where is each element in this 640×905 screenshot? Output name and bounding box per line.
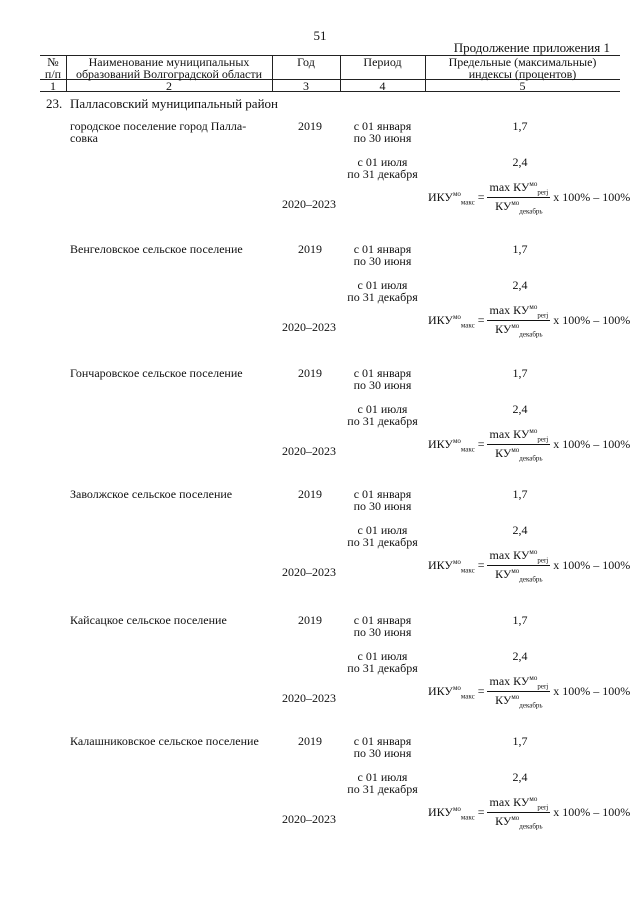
- settlement-period-second-half: [340, 279, 425, 303]
- formula-lhs: $ИКУ^{мо}_{макс}$: [428, 557, 475, 575]
- header-col2-line2: образований Волгоградской области: [75, 67, 263, 81]
- settlement-year-range: 2020–2023: [282, 691, 336, 705]
- formula-lhs: $ИКУ^{мо}_{макс}$: [428, 804, 475, 822]
- settlement-period-first-half: [340, 614, 425, 638]
- column-number-2: 2: [166, 79, 172, 93]
- settlement-year-2019: 2019: [298, 242, 322, 256]
- period-first-half-line2: по 30 июня: [353, 499, 412, 513]
- formula-denominator: $КУ^{мо}_{декабрь}$: [495, 446, 543, 463]
- column-number-3: 3: [303, 79, 309, 93]
- period-second-half-line1: с 01 июля: [357, 402, 408, 416]
- period-first-half-line1: с 01 января: [353, 366, 412, 380]
- formula-tail: х 100% – 100%: [553, 805, 631, 820]
- settlement-index-first-half: 1,7: [512, 487, 528, 501]
- formula-fraction: [487, 303, 550, 339]
- settlement-name-line1: Венгеловское сельское поселение: [70, 242, 243, 256]
- formula-numerator: $\max КУ^{мо}_{perj}$: [489, 180, 549, 197]
- settlement-name: [70, 243, 270, 255]
- settlement-year-range: 2020–2023: [282, 444, 336, 458]
- formula-equals: =: [474, 437, 485, 452]
- index-formula: [428, 674, 630, 710]
- settlement-period-first-half: [340, 735, 425, 759]
- formula-equals: =: [474, 190, 485, 205]
- formula-lhs: $ИКУ^{мо}_{макс}$: [428, 312, 475, 330]
- settlement-year-2019: 2019: [298, 366, 322, 380]
- settlement-name-line1: Кайсацкое сельское поселение: [70, 613, 227, 627]
- formula-numerator: $\max КУ^{мо}_{perj}$: [489, 427, 549, 444]
- formula-numerator: $\max КУ^{мо}_{perj}$: [489, 674, 549, 691]
- formula-lhs: $ИКУ^{мо}_{макс}$: [428, 436, 475, 454]
- page-number: 51: [313, 28, 327, 43]
- column-number-5: 5: [519, 79, 526, 93]
- period-first-half-line1: с 01 января: [353, 242, 412, 256]
- header-col2-line1: Наименование муниципальных: [88, 55, 250, 69]
- settlement-period-second-half: [340, 156, 425, 180]
- formula-numerator: $\max КУ^{мо}_{perj}$: [489, 795, 549, 812]
- period-second-half-line1: с 01 июля: [357, 155, 408, 169]
- index-formula: [428, 303, 630, 339]
- index-formula: [428, 795, 630, 831]
- period-first-half-line1: с 01 января: [353, 613, 412, 627]
- settlement-name-line2: совка: [70, 131, 98, 145]
- period-first-half-line2: по 30 июня: [353, 746, 412, 760]
- formula-equals: =: [474, 313, 485, 328]
- settlement-period-first-half: [340, 120, 425, 144]
- formula-lhs: $ИКУ^{мо}_{макс}$: [428, 683, 475, 701]
- header-col5-line2: индексы (процентов): [468, 67, 577, 81]
- settlement-name: [70, 367, 270, 379]
- header-col-period: Период: [363, 55, 402, 69]
- settlement-index-first-half: 1,7: [512, 242, 528, 256]
- settlement-index-first-half: 1,7: [512, 613, 528, 627]
- header-col-number: [40, 56, 66, 80]
- period-second-half-line2: по 31 декабря: [347, 782, 418, 796]
- formula-equals: =: [474, 558, 485, 573]
- header-col1-line2: п/п: [44, 67, 62, 81]
- period-first-half-line1: с 01 января: [353, 487, 412, 501]
- settlement-name-line1: Калашниковское сельское поселение: [70, 734, 259, 748]
- period-second-half-line1: с 01 июля: [357, 523, 408, 537]
- formula-denominator: $КУ^{мо}_{декабрь}$: [495, 567, 543, 584]
- settlement-index-second-half: 2,4: [512, 278, 528, 292]
- settlement-period-first-half: [340, 367, 425, 391]
- settlement-period-second-half: [340, 650, 425, 674]
- settlement-period-first-half: [340, 488, 425, 512]
- settlement-year-range: 2020–2023: [282, 565, 336, 579]
- formula-fraction: [487, 795, 550, 831]
- header-col-year: Год: [297, 55, 315, 69]
- settlement-period-second-half: [340, 771, 425, 795]
- formula-denominator: $КУ^{мо}_{декабрь}$: [495, 693, 543, 710]
- settlement-name-line1: Гончаровское сельское поселение: [70, 366, 243, 380]
- header-col-name: [66, 56, 272, 80]
- settlement-year-range: 2020–2023: [282, 812, 336, 826]
- settlement-index-second-half: 2,4: [512, 523, 528, 537]
- formula-tail: х 100% – 100%: [553, 190, 631, 205]
- settlement-index-first-half: 1,7: [512, 734, 528, 748]
- district-number: 23.: [46, 96, 63, 111]
- formula-equals: =: [474, 684, 485, 699]
- formula-numerator: $\max КУ^{мо}_{perj}$: [489, 303, 549, 320]
- settlement-name: [70, 614, 270, 626]
- period-second-half-line2: по 31 декабря: [347, 167, 418, 181]
- settlement-index-first-half: 1,7: [512, 119, 528, 133]
- settlement-index-first-half: 1,7: [512, 366, 528, 380]
- period-second-half-line2: по 31 декабря: [347, 414, 418, 428]
- settlement-year-2019: 2019: [298, 119, 322, 133]
- formula-fraction: [487, 427, 550, 463]
- period-second-half-line1: с 01 июля: [357, 278, 408, 292]
- settlement-index-second-half: 2,4: [512, 770, 528, 784]
- settlement-year-2019: 2019: [298, 734, 322, 748]
- formula-denominator: $КУ^{мо}_{декабрь}$: [495, 814, 543, 831]
- settlement-period-second-half: [340, 524, 425, 548]
- settlement-year-range: 2020–2023: [282, 320, 336, 334]
- period-first-half-line2: по 30 июня: [353, 625, 412, 639]
- period-second-half-line1: с 01 июля: [357, 649, 408, 663]
- index-formula: [428, 180, 630, 216]
- formula-fraction: [487, 180, 550, 216]
- period-second-half-line2: по 31 декабря: [347, 661, 418, 675]
- header-col5-line1: Предельные (максимальные): [448, 55, 597, 69]
- settlement-year-2019: 2019: [298, 487, 322, 501]
- formula-fraction: [487, 674, 550, 710]
- settlement-index-second-half: 2,4: [512, 155, 528, 169]
- period-first-half-line2: по 30 июня: [353, 254, 412, 268]
- header-col1-line1: №: [47, 55, 59, 69]
- formula-tail: х 100% – 100%: [553, 684, 631, 699]
- settlement-index-second-half: 2,4: [512, 402, 528, 416]
- period-first-half-line1: с 01 января: [353, 734, 412, 748]
- settlement-period-second-half: [340, 403, 425, 427]
- settlement-year-range: 2020–2023: [282, 197, 336, 211]
- settlement-name: [70, 120, 270, 144]
- index-formula: [428, 548, 630, 584]
- formula-tail: х 100% – 100%: [553, 313, 631, 328]
- period-first-half-line1: с 01 января: [353, 119, 412, 133]
- period-first-half-line2: по 30 июня: [353, 378, 412, 392]
- formula-equals: =: [474, 805, 485, 820]
- settlement-name-line1: Заволжское сельское поселение: [70, 487, 233, 501]
- formula-denominator: $КУ^{мо}_{декабрь}$: [495, 199, 543, 216]
- formula-tail: х 100% – 100%: [553, 558, 631, 573]
- formula-lhs: $ИКУ^{мо}_{макс}$: [428, 189, 475, 207]
- formula-denominator: $КУ^{мо}_{декабрь}$: [495, 322, 543, 339]
- formula-fraction: [487, 548, 550, 584]
- formula-tail: х 100% – 100%: [553, 437, 631, 452]
- settlement-name: [70, 735, 270, 747]
- settlement-index-second-half: 2,4: [512, 649, 528, 663]
- continuation-note: Продолжение приложения 1: [453, 40, 610, 55]
- period-second-half-line1: с 01 июля: [357, 770, 408, 784]
- index-formula: [428, 427, 630, 463]
- header-col-index: [425, 56, 620, 80]
- settlement-name: [70, 488, 270, 500]
- column-number-1: 1: [50, 79, 56, 93]
- settlement-name-line1: городское поселение город Палла-: [70, 119, 247, 133]
- period-first-half-line2: по 30 июня: [353, 131, 412, 145]
- settlement-period-first-half: [340, 243, 425, 267]
- period-second-half-line2: по 31 декабря: [347, 535, 418, 549]
- settlement-year-2019: 2019: [298, 613, 322, 627]
- formula-numerator: $\max КУ^{мо}_{perj}$: [489, 548, 549, 565]
- column-number-4: 4: [379, 79, 386, 93]
- period-second-half-line2: по 31 декабря: [347, 290, 418, 304]
- district-name: Палласовский муниципальный район: [70, 96, 278, 111]
